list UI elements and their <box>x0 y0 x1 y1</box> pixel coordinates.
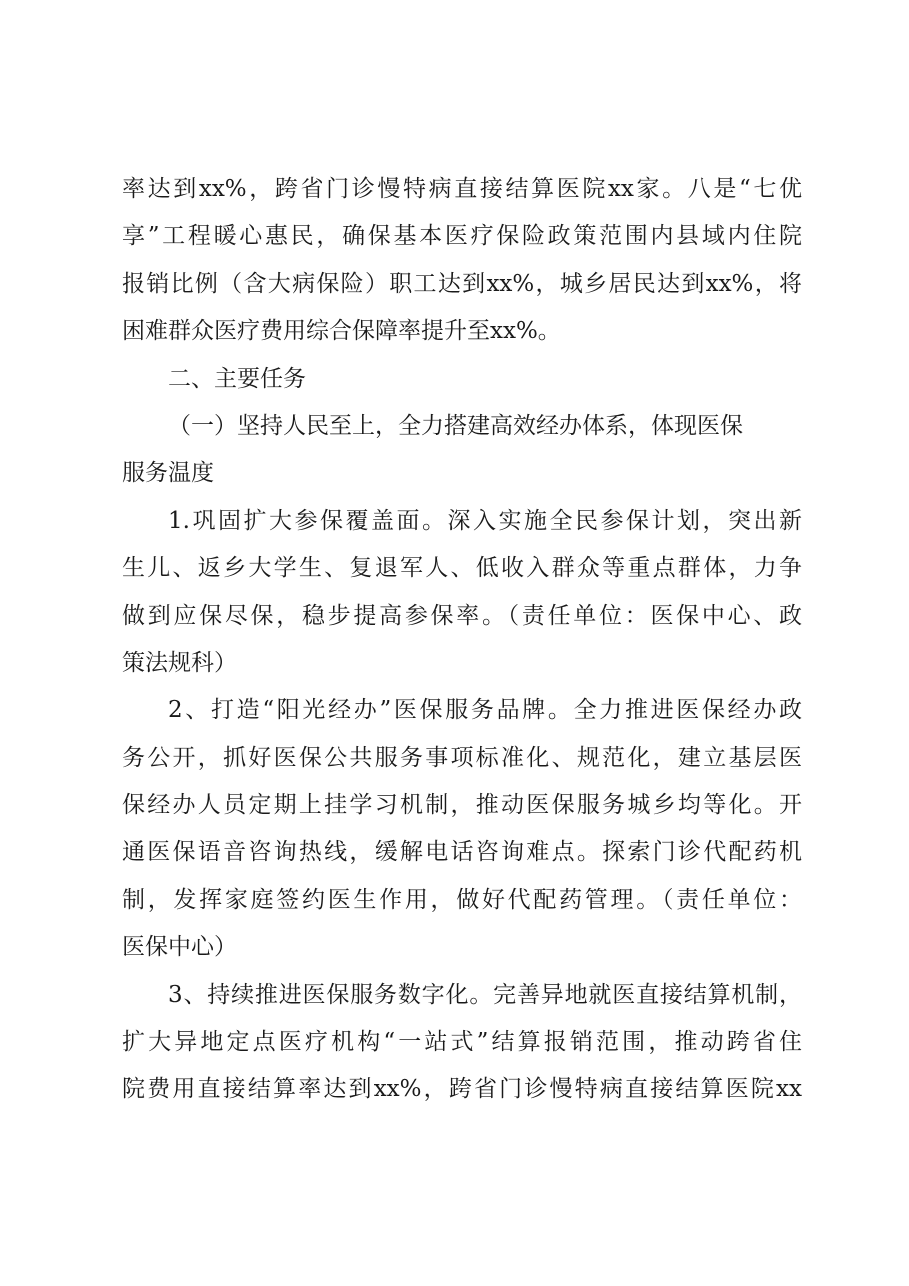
text-line: 享”工程暖心惠民，确保基本医疗保险政策范围内县域内住院 <box>122 223 802 250</box>
text-line: 做到应保尽保，稳步提高参保率。（责任单位：医保中心、政 <box>122 602 802 629</box>
text-line: 1.巩固扩大参保覆盖面。深入实施全民参保计划，突出新 <box>168 507 802 534</box>
text-line: 医保中心） <box>122 934 237 961</box>
text-line: 3、持续推进医保服务数字化。完善异地就医直接结算机制， <box>168 981 802 1008</box>
text-line: 务公开，抓好医保公共服务事项标准化、规范化，建立基层医 <box>122 744 802 771</box>
text-line: 院费用直接结算率达到xx%，跨省门诊慢特病直接结算医院xx <box>122 1076 802 1103</box>
text-line: 策法规科） <box>122 649 237 676</box>
text-line: 二、主要任务 <box>168 365 306 392</box>
document-body <box>122 166 802 1114</box>
text-line: 扩大异地定点医疗机构“一站式”结算报销范围，推动跨省住 <box>122 1029 802 1056</box>
text-line: 2、打造“阳光经办”医保服务品牌。全力推进医保经办政 <box>168 697 802 724</box>
text-line: 困难群众医疗费用综合保障率提升至xx%。 <box>122 318 561 345</box>
text-line: 通医保语音咨询热线，缓解电话咨询难点。探索门诊代配药机 <box>122 839 802 866</box>
text-line: （一）坚持人民至上，全力搭建高效经办体系，体现医保 <box>168 412 743 439</box>
text-line: 生儿、返乡大学生、复退军人、低收入群众等重点群体，力争 <box>122 555 802 582</box>
text-line: 报销比例（含大病保险）职工达到xx%，城乡居民达到xx%，将 <box>122 270 802 297</box>
text-line: 服务温度 <box>122 460 214 487</box>
text-line: 保经办人员定期上挂学习机制，推动医保服务城乡均等化。开 <box>122 792 802 819</box>
text-line: 制，发挥家庭签约医生作用，做好代配药管理。（责任单位： <box>122 886 802 913</box>
text-line: 率达到xx%，跨省门诊慢特病直接结算医院xx家。八是“七优 <box>122 176 802 202</box>
